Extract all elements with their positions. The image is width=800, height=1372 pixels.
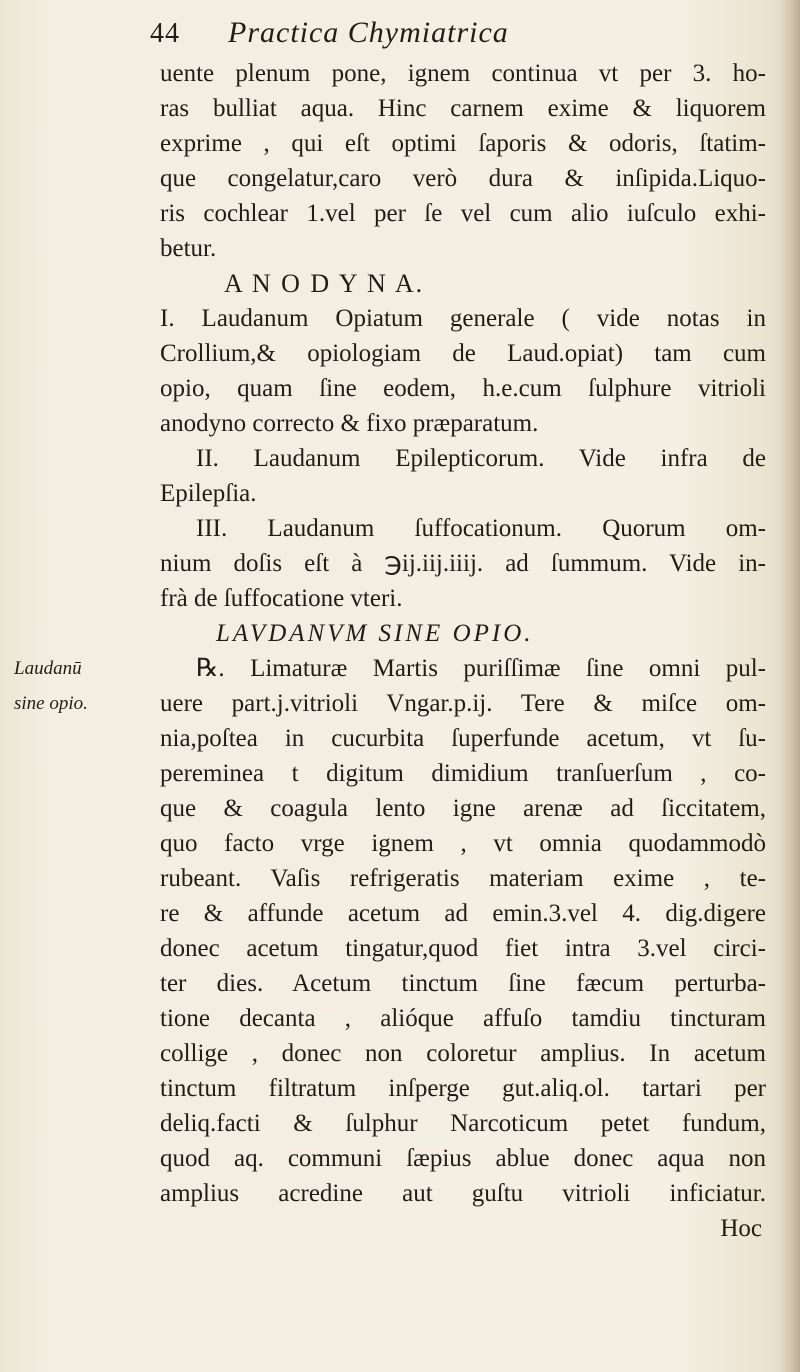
- text-line: donec acetum tingatur,quod fiet intra 3.vel circi-: [160, 935, 766, 962]
- margin-note: [14, 651, 154, 721]
- running-title: Practica Chymiatrica: [228, 16, 509, 49]
- section-heading-anodyna: A N O D Y N A.: [224, 269, 425, 298]
- text-line: ris cochlear 1.vel per ſe vel cum alio iuſculo exhi-: [160, 200, 766, 227]
- text-line: nia,poſtea in cucurbita ſuperfunde acetum, vt ſu-: [160, 725, 766, 752]
- text-line: tinctum filtratum inſperge gut.aliq.ol. tartari per: [160, 1075, 766, 1102]
- text-line: frà de ſuffocatione vteri.: [160, 585, 403, 612]
- text-line: amplius acredine aut guſtu vitrioli inficiatur.: [160, 1180, 766, 1207]
- body-text: [160, 56, 766, 1246]
- text-line: uente plenum pone, ignem continua vt per 3. ho-: [160, 60, 766, 87]
- text-line: III. Laudanum ſuffocationum. Quorum om-: [196, 515, 766, 542]
- page-number: 44: [150, 18, 180, 49]
- page-header: [0, 12, 800, 52]
- text-line: rubeant. Vaſis refrigeratis materiam exime , te-: [160, 865, 766, 892]
- text-line: uere part.j.vitrioli Vngar.p.ij. Tere & miſce om-: [160, 690, 766, 717]
- margin-note-line: Laudanū: [14, 658, 82, 679]
- text-line: que & coagula lento igne arenæ ad ſiccitatem,: [160, 795, 766, 822]
- text-line: collige , donec non coloretur amplius. In acetum: [160, 1040, 766, 1067]
- text-line: quod aq. communi ſæpius ablue donec aqua non: [160, 1145, 766, 1172]
- text-line: Crollium,& opiologiam de Laud.opiat) tam cum: [160, 340, 766, 367]
- text-line: II. Laudanum Epilepticorum. Vide infra de: [196, 445, 766, 472]
- text-line: I. Laudanum Opiatum generale ( vide notas in: [160, 305, 766, 332]
- text-line: ter dies. Acetum tinctum ſine fæcum perturba-: [160, 970, 766, 997]
- text-line: betur.: [160, 235, 217, 262]
- text-line: Epilepſia.: [160, 480, 257, 507]
- text-line: anodyno correcto & fixo præparatum.: [160, 410, 539, 437]
- text-line: opio, quam ſine eodem, h.e.cum ſulphure vitrioli: [160, 375, 766, 402]
- text-line: quo facto vrge ignem , vt omnia quodammodò: [160, 830, 766, 857]
- catchword: Hoc: [720, 1215, 762, 1242]
- text-line: tione decanta , alióque affuſo tamdiu tincturam: [160, 1005, 766, 1032]
- text-line: ras bulliat aqua. Hinc carnem exime & liquorem: [160, 95, 766, 122]
- text-line: nium doſis eſt à ℈ij.iij.iiij. ad ſummum. Vide in-: [160, 550, 766, 577]
- text-line: re & affunde acetum ad emin.3.vel 4. dig.digere: [160, 900, 766, 927]
- margin-note-line: sine opio.: [14, 693, 88, 714]
- text-line: exprime , qui eſt optimi ſaporis & odoris, ſtatim-: [160, 130, 766, 157]
- text-line: pereminea t digitum dimidium tranſuerſum , co-: [160, 760, 766, 787]
- text-line: que congelatur,caro verò dura & inſipida.Liquo-: [160, 165, 766, 192]
- text-line: ℞. Limaturæ Martis puriſſimæ ſine omni pul-: [196, 655, 766, 682]
- section-heading-laudanum-sine-opio: LAVDANVM SINE OPIO.: [216, 620, 534, 647]
- text-line: deliq.facti & ſulphur Narcoticum petet fundum,: [160, 1110, 766, 1137]
- page-binding-shadow: [778, 0, 800, 1372]
